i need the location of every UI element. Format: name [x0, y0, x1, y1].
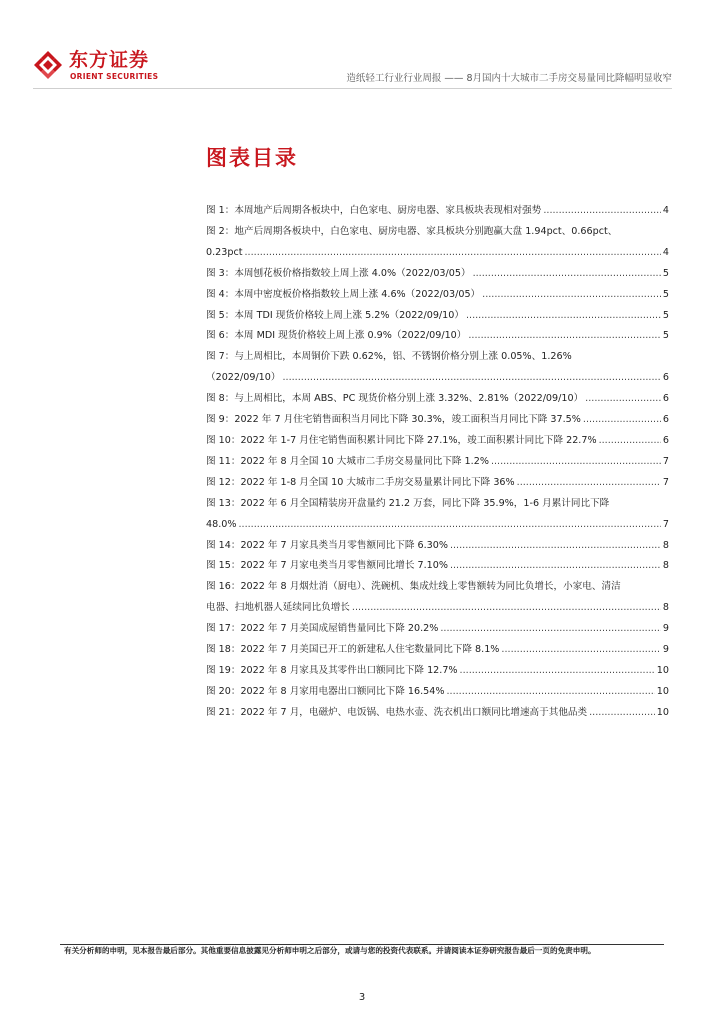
toc-entry[interactable] [206, 201, 669, 222]
toc-entry-title: 电器、扫地机器人延续同比负增长 [206, 602, 350, 614]
toc-entry-line [206, 536, 669, 557]
toc-entry-title: 图 15：2022 年 7 月家电类当月零售额同比增长 7.10% [206, 560, 448, 572]
toc-entry-title: 图 8：与上周相比，本周 ABS、PC 现货价格分别上涨 3.32%、2.81%（2022/09/10） [206, 393, 584, 405]
toc-entry-line [206, 431, 669, 452]
toc-page-number: 5 [662, 309, 669, 321]
toc-entry[interactable] [206, 326, 669, 347]
toc-entry-line [206, 619, 669, 640]
toc-page-number: 8 [662, 560, 669, 572]
toc-entry[interactable] [206, 347, 669, 389]
toc-page-number: 7 [662, 455, 669, 467]
toc-entry[interactable] [206, 452, 669, 473]
toc-dot-leader [501, 640, 660, 661]
header-divider [33, 88, 672, 89]
toc-entry-title: 图 6：本周 MDI 现货价格较上周上涨 0.9%（2022/09/10） [206, 330, 467, 342]
logo-english-name: ORIENT SECURITIES [70, 72, 159, 81]
toc-entry-line [206, 556, 669, 577]
toc-page-number: 4 [662, 205, 669, 216]
toc-dot-leader [482, 285, 661, 306]
toc-page-number: 9 [662, 644, 669, 656]
toc-entry-line [206, 682, 669, 703]
toc-entry-title: 图 21：2022 年 7 月，电磁炉、电饭锅、电热水壶、洗衣机出口额同比增速高于其他品类 [206, 706, 588, 718]
toc-page-number: 6 [662, 414, 669, 426]
toc-entry-title: 图 5：本周 TDI 现货价格较上周上涨 5.2%（2022/09/10） [206, 309, 464, 321]
toc-dot-leader [450, 556, 661, 577]
toc-entry[interactable] [206, 661, 669, 682]
toc-heading: 图表目录 [206, 146, 298, 170]
toc-entry[interactable] [206, 264, 669, 285]
toc-page-number: 6 [662, 434, 669, 446]
toc-dot-leader [352, 598, 661, 619]
toc-entry-line [206, 201, 669, 222]
toc-entry-line [206, 285, 669, 306]
orient-logo-icon [33, 50, 63, 80]
toc-entry-line [206, 410, 669, 431]
toc-entry[interactable] [206, 431, 669, 452]
toc-entry[interactable] [206, 703, 669, 724]
toc-page-number: 5 [662, 267, 669, 279]
toc-entry-line [206, 598, 669, 619]
page-number: 3 [358, 992, 366, 1003]
toc-entry-title: 图 10：2022 年 1-7 月住宅销售面积累计同比下降 27.1%，竣工面积累计同比下降 22.7% [206, 434, 597, 446]
toc-entry[interactable] [206, 222, 669, 264]
toc-page-number: 10 [656, 706, 669, 718]
toc-entry-line [206, 389, 669, 410]
toc-entry-title: 图 14：2022 年 7 月家具类当月零售额同比下降 6.30% [206, 539, 448, 551]
toc-entry-title: 图 2：地产后周期各板块中，白色家电、厨房电器、家具板块分别跑赢大盘 1.94pct、0.66pct、 [206, 225, 618, 237]
toc-entry-title: 图 7：与上周相比，本周铜价下跌 0.62%，铝、不锈钢价格分别上涨 0.05%、1.26% [206, 351, 572, 363]
toc-page-number: 8 [662, 539, 669, 551]
toc-page-number: 6 [662, 372, 669, 384]
toc-entry-title: 图 12：2022 年 1-8 月全国 10 大城市二手房交易量累计同比下降 36% [206, 476, 515, 488]
toc-entry[interactable] [206, 577, 669, 619]
toc-page-number: 10 [656, 685, 669, 697]
toc-entry[interactable] [206, 619, 669, 640]
toc-dot-leader [245, 243, 661, 264]
toc-entry[interactable] [206, 473, 669, 494]
toc-dot-leader [491, 452, 661, 473]
toc-dot-leader [468, 326, 661, 347]
toc-entry-title: 图 16：2022 年 8 月烟灶消（厨电）、洗碗机、集成灶线上零售额转为同比负增长，小家电、清洁 [206, 581, 621, 593]
toc-entry-title: 图 17：2022 年 7 月美国成屋销售量同比下降 20.2% [206, 623, 439, 635]
toc-entry[interactable] [206, 556, 669, 577]
toc-entry-title: 0.23pct [206, 246, 243, 258]
toc-dot-leader [599, 431, 661, 452]
toc-dot-leader [282, 368, 660, 389]
toc-entry[interactable] [206, 640, 669, 661]
toc-dot-leader [238, 515, 660, 536]
toc-page-number: 5 [662, 330, 669, 342]
toc-page-number: 7 [662, 476, 669, 488]
toc-entry[interactable] [206, 389, 669, 410]
toc-entry-line [206, 243, 669, 264]
toc-entry-title: 图 1：本周地产后周期各板块中，白色家电、厨房电器、家具板块表现相对强势 [206, 205, 542, 216]
toc-entry-title: 图 13：2022 年 6 月全国精装房开盘量约 21.2 万套，同比下降 35.9%，1-6 月累计同比下降 [206, 497, 610, 509]
company-logo [33, 44, 163, 86]
toc-page-number: 10 [656, 664, 669, 676]
toc-dot-leader [585, 389, 661, 410]
toc-entry-line [206, 452, 669, 473]
report-header-title: 造纸轻工行业行业周报 —— 8月国内十大城市二手房交易量同比降幅明显收窄 [346, 73, 672, 84]
footer-divider [60, 944, 664, 945]
toc-entry-title: 48.0% [206, 518, 237, 530]
toc-entry-line [206, 306, 669, 327]
toc-dot-leader [543, 201, 661, 222]
toc-entry[interactable] [206, 536, 669, 557]
toc-dot-leader [517, 473, 661, 494]
toc-entry-line [206, 347, 669, 368]
toc-dot-leader [589, 703, 655, 724]
logo-chinese-name: 东方证券 [69, 49, 150, 71]
toc-entry-title: 图 3：本周刨花板价格指数较上周上涨 4.0%（2022/03/05） [206, 267, 471, 279]
toc-page-number: 7 [662, 518, 669, 530]
toc-entry[interactable] [206, 306, 669, 327]
toc-entry-line [206, 661, 669, 682]
toc-dot-leader [473, 264, 661, 285]
toc-entry[interactable] [206, 682, 669, 703]
footer-disclaimer: 有关分析师的申明，见本报告最后部分。其他重要信息披露见分析师申明之后部分，或请与您的投资代表联系。并请阅读本证券研究报告最后一页的免责申明。 [64, 946, 596, 955]
toc-entry-line [206, 703, 669, 724]
toc-dot-leader [583, 410, 661, 431]
toc-entry-line [206, 222, 669, 243]
toc-dot-leader [460, 661, 655, 682]
toc-page-number: 4 [662, 246, 669, 258]
toc-page-number: 9 [662, 623, 669, 635]
toc-entry-line [206, 264, 669, 285]
toc-entry-line [206, 473, 669, 494]
toc-entry[interactable] [206, 494, 669, 536]
toc-dot-leader [440, 619, 661, 640]
toc-entry-title: 图 18：2022 年 7 月美国已开工的新建私人住宅数量同比下降 8.1% [206, 644, 500, 656]
toc-entry-line [206, 515, 669, 536]
toc-entry-line [206, 368, 669, 389]
table-of-figures [206, 201, 669, 724]
toc-page-number: 5 [662, 288, 669, 300]
toc-entry-title: 图 20：2022 年 8 月家用电器出口额同比下降 16.54% [206, 685, 445, 697]
toc-entry[interactable] [206, 410, 669, 431]
toc-entry-title: （2022/09/10） [206, 372, 281, 384]
toc-entry-title: 图 9：2022 年 7 月住宅销售面积当月同比下降 30.3%，竣工面积当月同比下降 37.5% [206, 414, 581, 426]
toc-entry-title: 图 19：2022 年 8 月家具及其零件出口额同比下降 12.7% [206, 664, 458, 676]
toc-entry-line [206, 577, 669, 598]
toc-dot-leader [466, 306, 661, 327]
toc-page-number: 6 [662, 393, 669, 405]
toc-entry[interactable] [206, 285, 669, 306]
toc-entry-title: 图 4：本周中密度板价格指数较上周上涨 4.6%（2022/03/05） [206, 288, 481, 300]
toc-entry-title: 图 11：2022 年 8 月全国 10 大城市二手房交易量同比下降 1.2% [206, 455, 489, 467]
toc-entry-line [206, 640, 669, 661]
toc-entry-line [206, 326, 669, 347]
toc-page-number: 8 [662, 602, 669, 614]
toc-entry-line [206, 494, 669, 515]
toc-dot-leader [446, 682, 654, 703]
toc-dot-leader [450, 536, 661, 557]
